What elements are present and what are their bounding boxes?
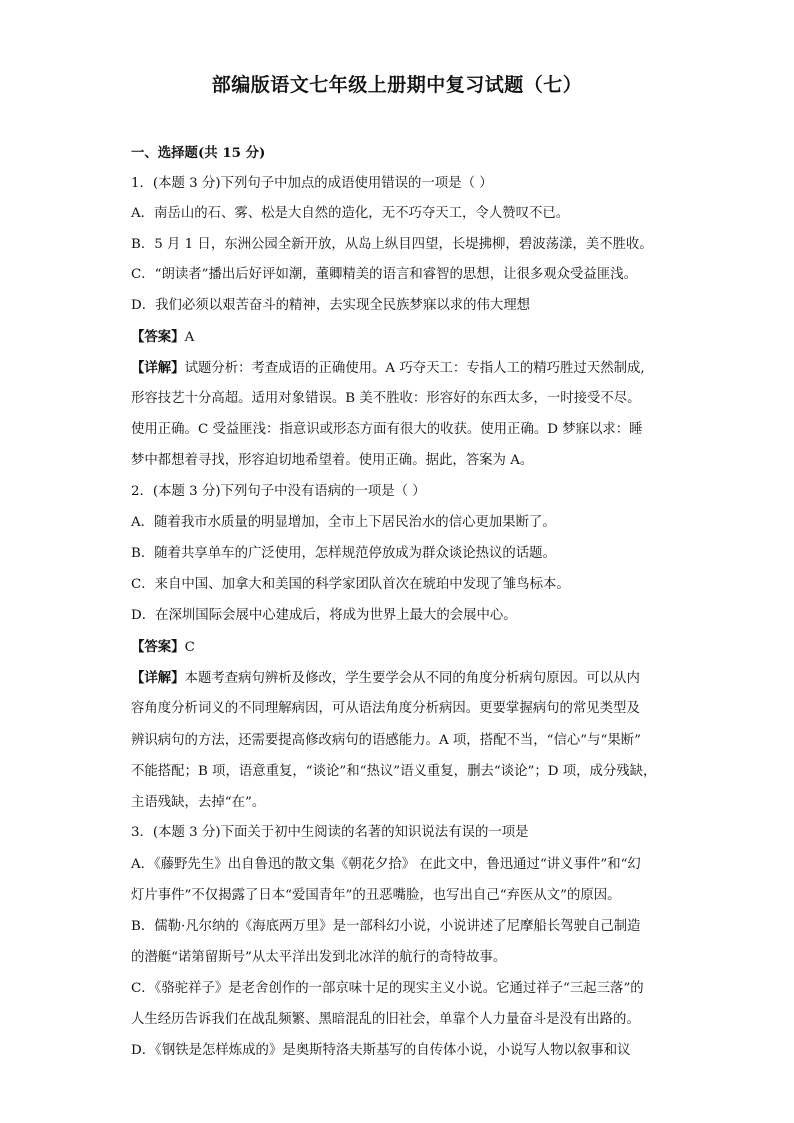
line-text: A xyxy=(184,330,195,345)
explanation-line xyxy=(131,668,691,689)
text-line: D．《钢铁是怎样炼成的》是奥斯特洛夫斯基写的自传体小说，小说写人物以叙事和议 xyxy=(131,1043,631,1058)
text-line: B．儒勒·凡尔纳的《海底两万里》是一部科幻小说，小说讲述了尼摩船长驾驶自己制造 xyxy=(131,919,641,934)
text-line: A．南岳山的石、雾、松是大自然的造化，无不巧夺天工，令人赞叹不已。 xyxy=(131,206,570,221)
text-line: 使用正确。C 受益匪浅：指意识或形态方面有很大的收获。使用正确。D 梦寐以求：睡 xyxy=(131,422,643,437)
line-text: 试题分析：考查成语的正确使用。A 巧夺天工：专指人工的精巧胜过天然制成, xyxy=(184,361,645,376)
answer-label: 【答案】 xyxy=(131,639,185,655)
text-line: 的潜艇“诺第留斯号”从太平洋出发到北冰洋的航行的奇特故事。 xyxy=(131,950,507,965)
page-title: 部编版语文七年级上册期中复习试题（七） xyxy=(211,74,583,96)
text-line: A．随着我市水质量的明显增加，全市上下居民治水的信心更加果断了。 xyxy=(131,515,556,530)
text-line: A．《藤野先生》出自鲁迅的散文集《朝花夕拾》 在此文中，鲁迅通过“讲义事件”和“幻 xyxy=(131,857,641,872)
text-line: 梦中都想着寻找，形容迫切地希望着。使用正确。据此，答案为 A。 xyxy=(131,453,534,468)
text-line: D．我们必须以艰苦奋斗的精神，去实现全民族梦寐以求的伟大理想 xyxy=(131,298,531,313)
text-line: 不能搭配；B 项，语意重复，“谈论”和“热议”语义重复，删去“谈论”；D 项，成分残缺， xyxy=(131,764,657,779)
line-text: C xyxy=(184,640,195,655)
text-line: 主语残缺，去掉“在”。 xyxy=(131,795,266,810)
text-line: 辨识病句的方法，还需要提高修改病句的语感能力。A 项，搭配不当，“信心”与“果断” xyxy=(131,733,641,748)
text-line: 2．(本题 3 分)下列句子中没有语病的一项是（ ） xyxy=(131,484,426,499)
text-line: C．《骆驼祥子》是老舍创作的一部京味十足的现实主义小说。它通过祥子“三起三落”的 xyxy=(131,981,644,996)
answer-line xyxy=(131,637,691,658)
section-heading: 一、选择题(共 15 分) xyxy=(131,145,266,161)
line-text: 本题考查病句辨析及修改，学生要学会从不同的角度分析病句原因。可以从内 xyxy=(184,671,640,686)
text-line: C．“朗读者”播出后好评如潮，董卿精美的语言和睿智的思想，让很多观众受益匪浅。 xyxy=(131,267,637,282)
text-line: D．在深圳国际会展中心建成后，将成为世界上最大的会展中心。 xyxy=(131,608,517,623)
text-line: C．来自中国、加拿大和美国的科学家团队首次在琥珀中发现了雏鸟标本。 xyxy=(131,577,570,592)
answer-label: 【答案】 xyxy=(131,329,185,345)
answer-line xyxy=(131,327,691,348)
text-line: B．5 月 1 日，东洲公园全新开放，从岛上纵目四望，长堤拂柳，碧波荡漾，美不胜收。 xyxy=(131,237,653,252)
text-line: 容角度分析词义的不同理解病因，可从语法角度分析病因。更要掌握病句的常见类型及 xyxy=(131,701,640,716)
text-line: 3．(本题 3 分)下面关于初中生阅读的名著的知识说法有误的一项是 xyxy=(131,825,529,840)
text-line: 1．(本题 3 分)下列句子中加点的成语使用错误的一项是（ ） xyxy=(131,176,493,191)
explanation-line xyxy=(131,358,691,379)
text-line: 形容技艺十分高超。适用对象错误。B 美不胜收：形容好的东西太多，一时接受不尽。 xyxy=(131,391,641,406)
explanation-label: 【详解】 xyxy=(131,670,185,686)
text-line: 灯片事件”不仅揭露了日本“爱国青年”的丑恶嘴脸，也写出自己“弃医从文”的原因。 xyxy=(131,888,621,903)
text-line: 人生经历告诉我们在战乱频繁、黑暗混乱的旧社会，单靠个人力量奋斗是没有出路的。 xyxy=(131,1012,640,1027)
explanation-label: 【详解】 xyxy=(131,360,185,376)
text-line: B．随着共享单车的广泛使用，怎样规范停放成为群众谈论热议的话题。 xyxy=(131,546,556,561)
